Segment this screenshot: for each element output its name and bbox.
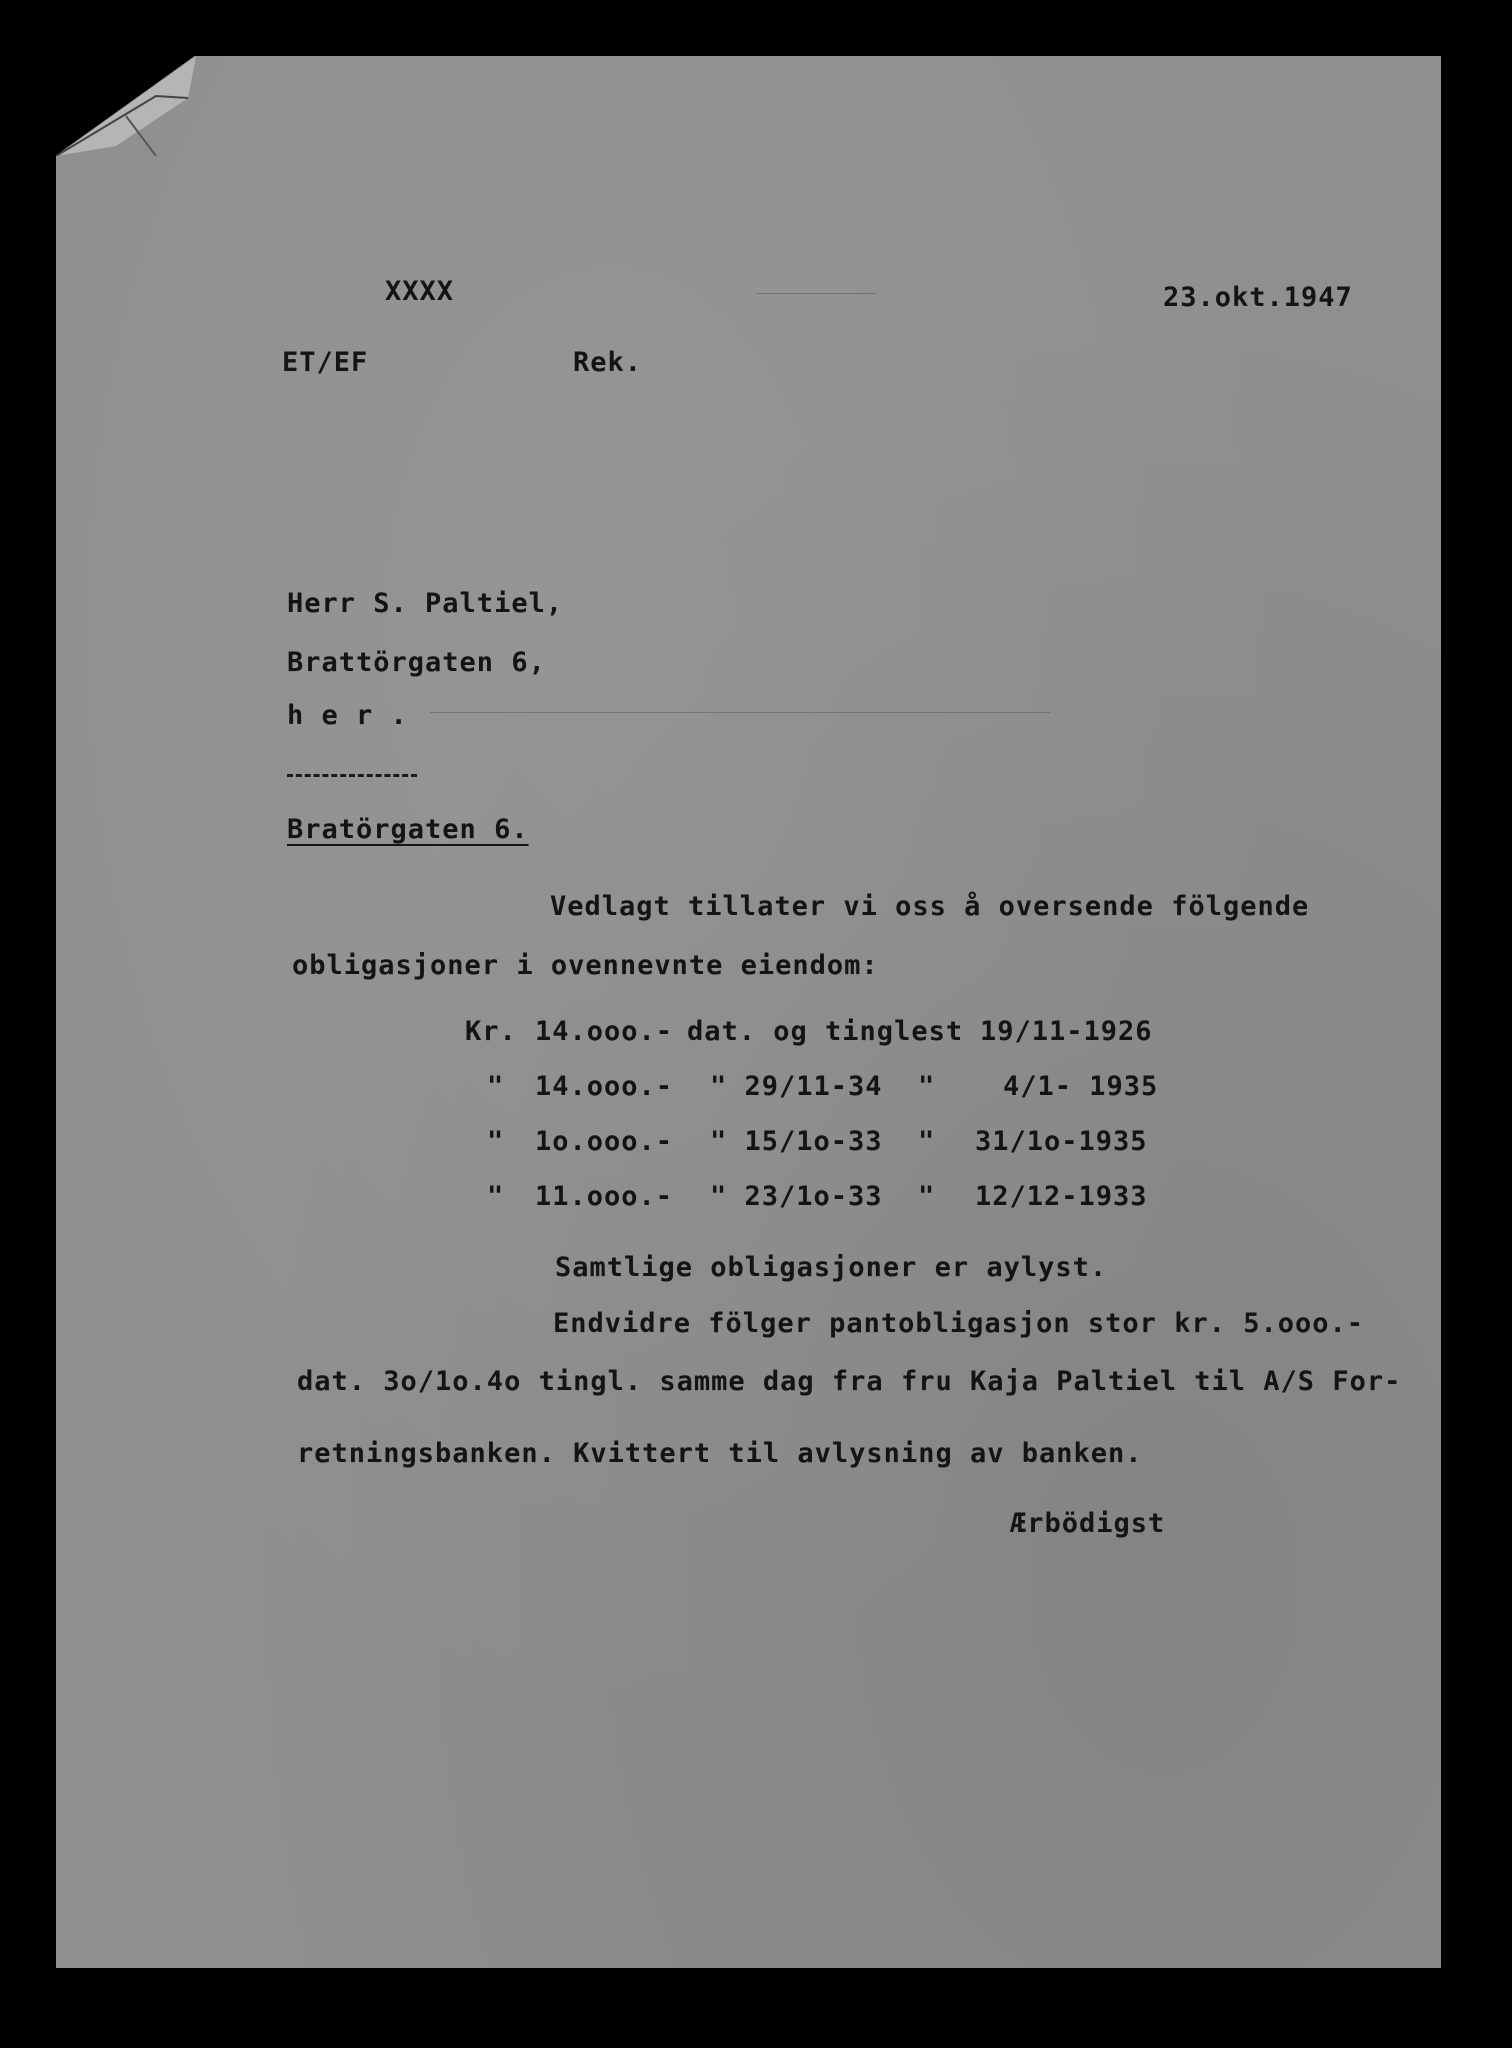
subject-line: Bratörgaten 6.	[287, 814, 529, 845]
recipient-street: Brattörgaten 6,	[287, 647, 546, 678]
closing-salutation: Ærbödigst	[1010, 1508, 1166, 1539]
recipient-city: h e r .	[287, 700, 408, 731]
file-mark: XXXX	[385, 276, 455, 307]
bond-row-registered: 31/1o-1935	[975, 1126, 1148, 1157]
para2-line-3: retningsbanken. Kvittert til avlysning av banken.	[297, 1438, 1143, 1469]
letter-page	[56, 56, 1441, 1968]
bond-row-dated: " 29/11-34	[710, 1071, 883, 1102]
bond-row-amount: 1o.ooo.-	[535, 1126, 674, 1157]
intro-line-2: obligasjoner i ovennevnte eiendom:	[292, 950, 879, 981]
para2-line-1: Endvidre fölger pantobligasjon stor kr. 5.ooo.-	[553, 1308, 1365, 1339]
bond-row-amount: 14.ooo.-	[535, 1016, 674, 1047]
bond-row-dated: " 23/1o-33	[710, 1181, 883, 1212]
bond-row-ditto: "	[918, 1126, 936, 1157]
bond-row-ditto: "	[918, 1071, 936, 1102]
recipient-name: Herr S. Paltiel,	[287, 588, 564, 619]
delivery-mark: Rek.	[573, 347, 643, 378]
bond-row-ditto: "	[918, 1181, 936, 1212]
address-divider	[287, 774, 417, 777]
faint-mark-address	[430, 712, 1050, 713]
folded-corner	[56, 56, 196, 156]
intro-line-1: Vedlagt tillater vi oss å oversende fölgende	[550, 891, 1310, 922]
bond-row-registered: 19/11-1926	[980, 1016, 1153, 1047]
para2-line-2: dat. 3o/1o.4o tingl. samme dag fra fru Kaja Paltiel til A/S For-	[297, 1366, 1402, 1397]
reference-initials: ET/EF	[282, 347, 369, 378]
bond-row-dated: dat. og tinglest	[687, 1016, 964, 1047]
bond-row-amount: 11.ooo.-	[535, 1181, 674, 1212]
bond-row-dated: " 15/1o-33	[710, 1126, 883, 1157]
letter-date: 23.okt.1947	[1163, 282, 1353, 313]
bond-row-prefix: "	[487, 1181, 505, 1212]
bond-row-prefix: "	[487, 1126, 505, 1157]
bond-row-amount: 14.ooo.-	[535, 1071, 674, 1102]
bond-row-prefix: "	[487, 1071, 505, 1102]
cancellation-note: Samtlige obligasjoner er aylyst.	[555, 1252, 1108, 1283]
bond-row-registered: 12/12-1933	[975, 1181, 1148, 1212]
bond-row-registered: 4/1- 1935	[1003, 1071, 1159, 1102]
bond-row-prefix: Kr.	[465, 1016, 517, 1047]
faint-mark-top	[756, 293, 876, 294]
